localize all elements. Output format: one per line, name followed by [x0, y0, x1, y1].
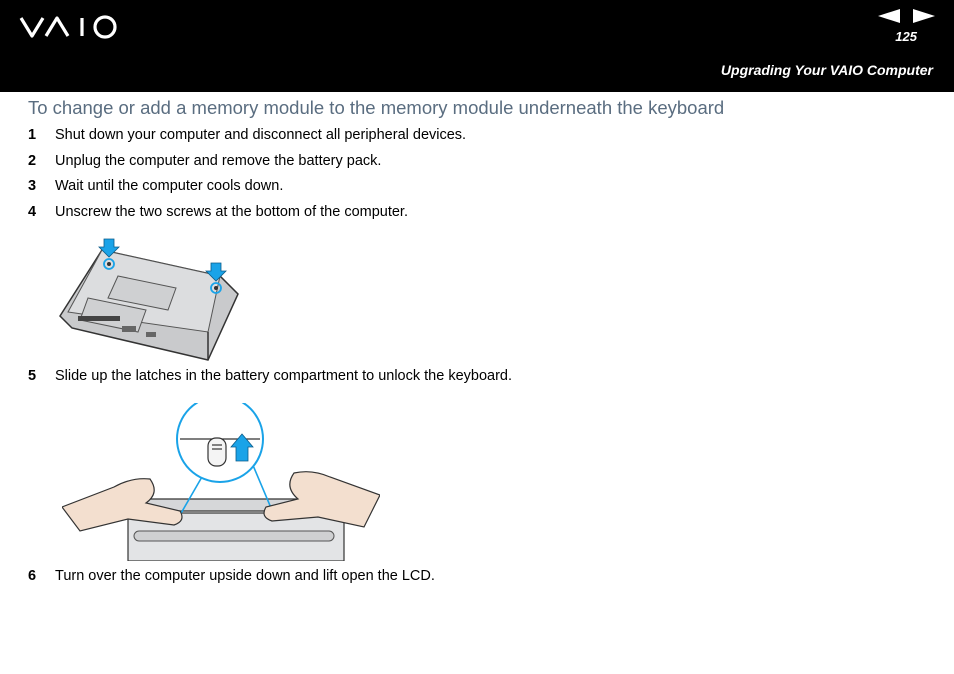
- battery-latches-illustration: [62, 403, 380, 561]
- step-number: 3: [28, 178, 37, 194]
- step-text: Unscrew the two screws at the bottom of the computer.: [55, 204, 408, 220]
- step-number: 6: [28, 568, 37, 584]
- step-number: 2: [28, 153, 37, 169]
- step-text: Wait until the computer cools down.: [55, 178, 284, 194]
- step-text: Unplug the computer and remove the battery pack.: [55, 153, 382, 169]
- next-page-icon[interactable]: [913, 9, 935, 23]
- step-text: Slide up the latches in the battery compartment to unlock the keyboard.: [55, 368, 513, 384]
- header-bar: [0, 0, 954, 92]
- procedure-heading: To change or add a memory module to the memory module underneath the keyboard: [28, 97, 725, 118]
- section-title: Upgrading Your VAIO Computer: [720, 62, 933, 78]
- laptop-bottom-screws-illustration: [58, 236, 242, 362]
- prev-page-icon[interactable]: [878, 9, 900, 23]
- step-number: 5: [28, 368, 37, 384]
- vaio-logo: [19, 12, 121, 42]
- step-text: Shut down your computer and disconnect all peripheral devices.: [55, 127, 467, 143]
- step-number: 1: [28, 127, 37, 143]
- step-number: 4: [28, 204, 37, 220]
- page-number: 125: [895, 29, 917, 44]
- step-text: Turn over the computer upside down and lift open the LCD.: [55, 568, 435, 584]
